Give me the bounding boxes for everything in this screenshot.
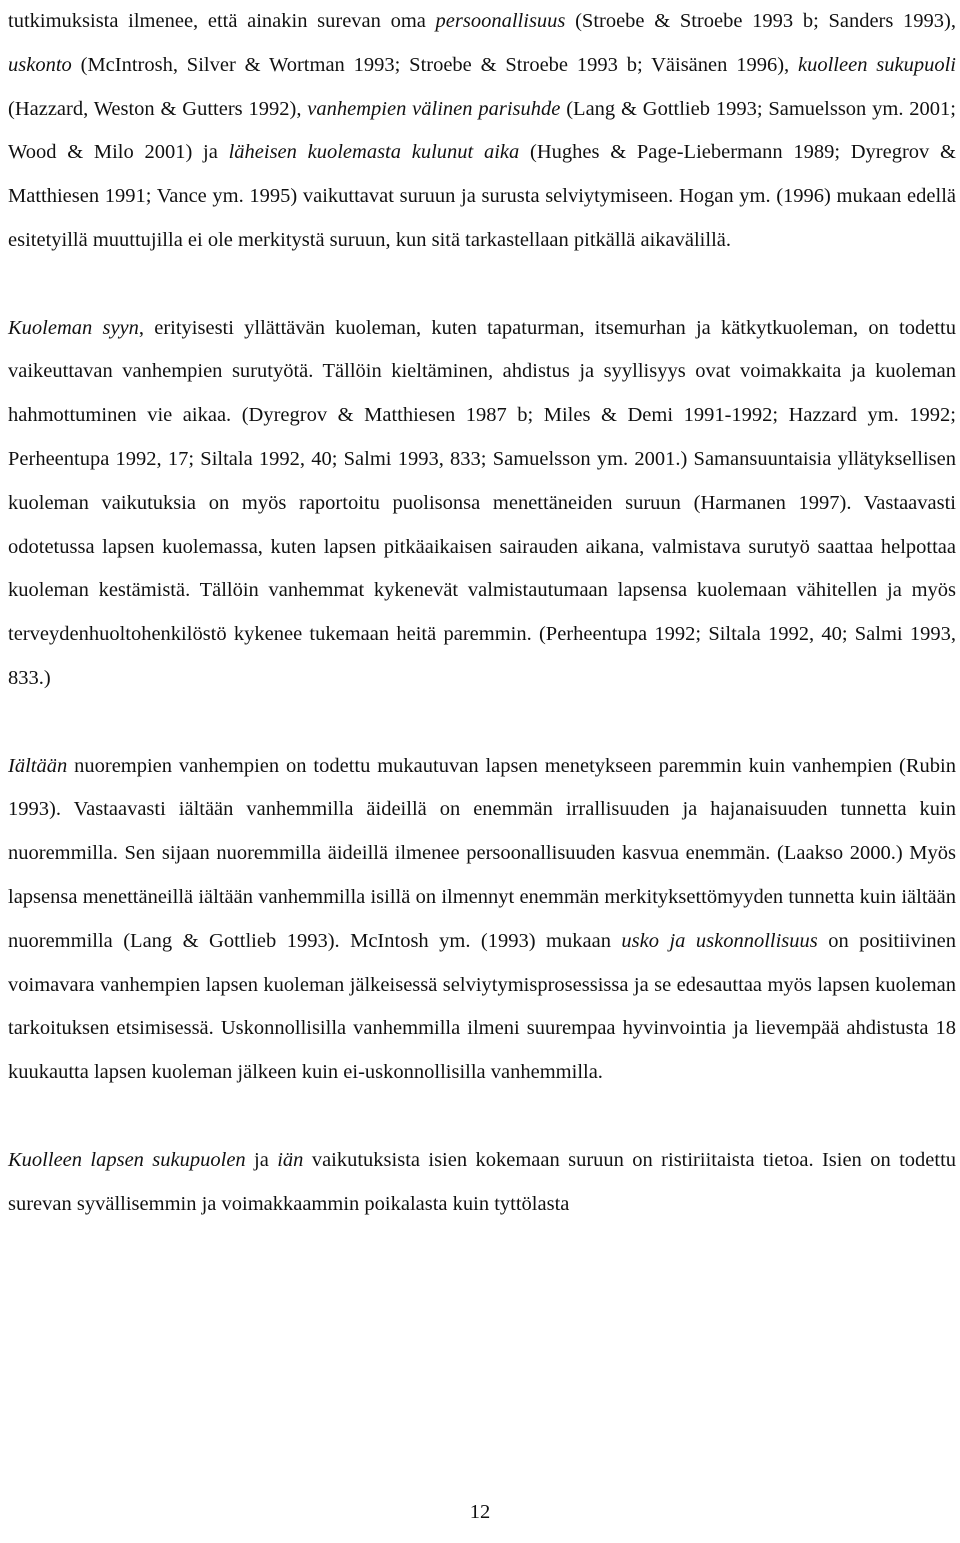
body-text: (McIntrosh, Silver & Wortman 1993; Stroebe & Stroebe 1993 b; Väisänen 1996),	[71, 53, 799, 76]
italic-text: persoonallisuus	[435, 10, 566, 32]
body-text: (Hughes & Page-Liebermann 1989; Dyregrov & Matthiesen 1991; Vance ym. 1995) vaikuttavat suruun ja surusta selviytymiseen. Hogan ym. (1996) mukaan edellä esitetyillä muuttujilla ei ole merkitystä suruun, kun sitä tarkastellaan pitkällä aikavälillä.	[8, 141, 956, 251]
paragraph	[8, 0, 956, 263]
italic-text: Iältään	[8, 754, 68, 777]
body-text: (Lang & Gottlieb 1993; Samuelsson ym. 2001; Wood & Milo 2001) ja	[8, 97, 956, 164]
body-text: on positiivinen voimavara vanhempien lapsen kuoleman jälkeisessä selviytymisprosessissa ja se edesauttaa myös lapsen kuoleman tarkoituksen etsimisessä. Uskonnollisilla vanhemmilla ilmeni suurempaa hyvinvointia ja lievempää ahdistusta 18 kuukautta lapsen kuoleman jälkeen kuin ei-uskonnollisilla vanhemmilla.	[8, 929, 956, 1084]
italic-text: Kuolleen lapsen sukupuolen	[8, 1148, 246, 1171]
body-text: vaikutuksista isien kokemaan suruun on ristiriitaista tietoa. Isien on todettu surevan syvällisemmin ja voimakkaammin poikalasta kuin tyttölasta	[8, 1148, 957, 1215]
body-text: ja	[245, 1148, 278, 1171]
body-text: nuorempien vanhempien on todettu mukautuvan lapsen menetykseen paremmin kuin vanhempien (Rubin 1993). Vastaavasti iältään vanhemmilla äideillä on enemmän irrallisuuden ja hajanaisuuden tunnetta kuin nuoremmilla. Sen sijaan nuoremmilla äideillä ilmenee persoonallisuuden kasvua enemmän. (Laakso 2000.) Myös lapsensa menettäneillä iältään vanhemmilla isillä on ilmennyt enemmän merkityksettömyyden tunnetta kuin iältään nuoremmilla (Lang & Gottlieb 1993). McIntosh ym. (1993) mukaan	[8, 754, 956, 952]
body-text: (Hazzard, Weston & Gutters 1992),	[8, 97, 308, 120]
body-text: tutkimuksista ilmenee, että ainakin surevan oma	[8, 10, 436, 32]
body-text: , erityisesti yllättävän kuoleman, kuten tapaturman, itsemurhan ja kätkytkuoleman, on todettu vaikeuttavan vanhempien surutyötä. Tällöin kieltäminen, ahdistus ja syyllisyys ovat voimakkaita ja kuoleman hahmottuminen vie aikaa. (Dyregrov & Matthiesen 1987 b; Miles & Demi 1991-1992; Hazzard ym. 1992; Perheentupa 1992, 17; Siltala 1992, 40; Salmi 1993, 833; Samuelsson ym. 2001.) Samansuuntaisia yllätyksellisen kuoleman vaikutuksia on myös raportoitu puolisonsa menettäneiden suruun (Harmanen 1997). Vastaavasti odotetussa lapsen kuolemassa, kuten lapsen pitkäaikaisen sairauden aikana, valmistava surutyö saattaa helpottaa kuoleman kestämistä. Tällöin vanhemmat kykenevät valmistautumaan lapsensa kuolemaan vähitellen ja myös terveydenhuoltohenkilöstö kykenee tukemaan heitä paremmin. (Perheentupa 1992; Siltala 1992, 40; Salmi 1993, 833.)	[8, 316, 956, 689]
italic-text: läheisen kuolemasta kulunut aika	[228, 141, 520, 164]
body-text: (Stroebe & Stroebe 1993 b; Sanders 1993),	[565, 10, 956, 32]
italic-text: usko ja uskonnollisuus	[621, 929, 818, 952]
document-page	[8, 0, 956, 1226]
paragraph	[8, 1139, 956, 1227]
paragraph	[8, 307, 956, 701]
italic-text: Kuoleman syyn	[8, 316, 139, 339]
paragraph	[8, 745, 956, 1095]
italic-text: uskonto	[8, 53, 72, 76]
italic-text: kuolleen sukupuoli	[798, 53, 957, 76]
page-number: 12	[469, 1501, 491, 1523]
italic-text: iän	[277, 1148, 304, 1171]
italic-text: vanhempien välinen parisuhde	[307, 97, 561, 120]
